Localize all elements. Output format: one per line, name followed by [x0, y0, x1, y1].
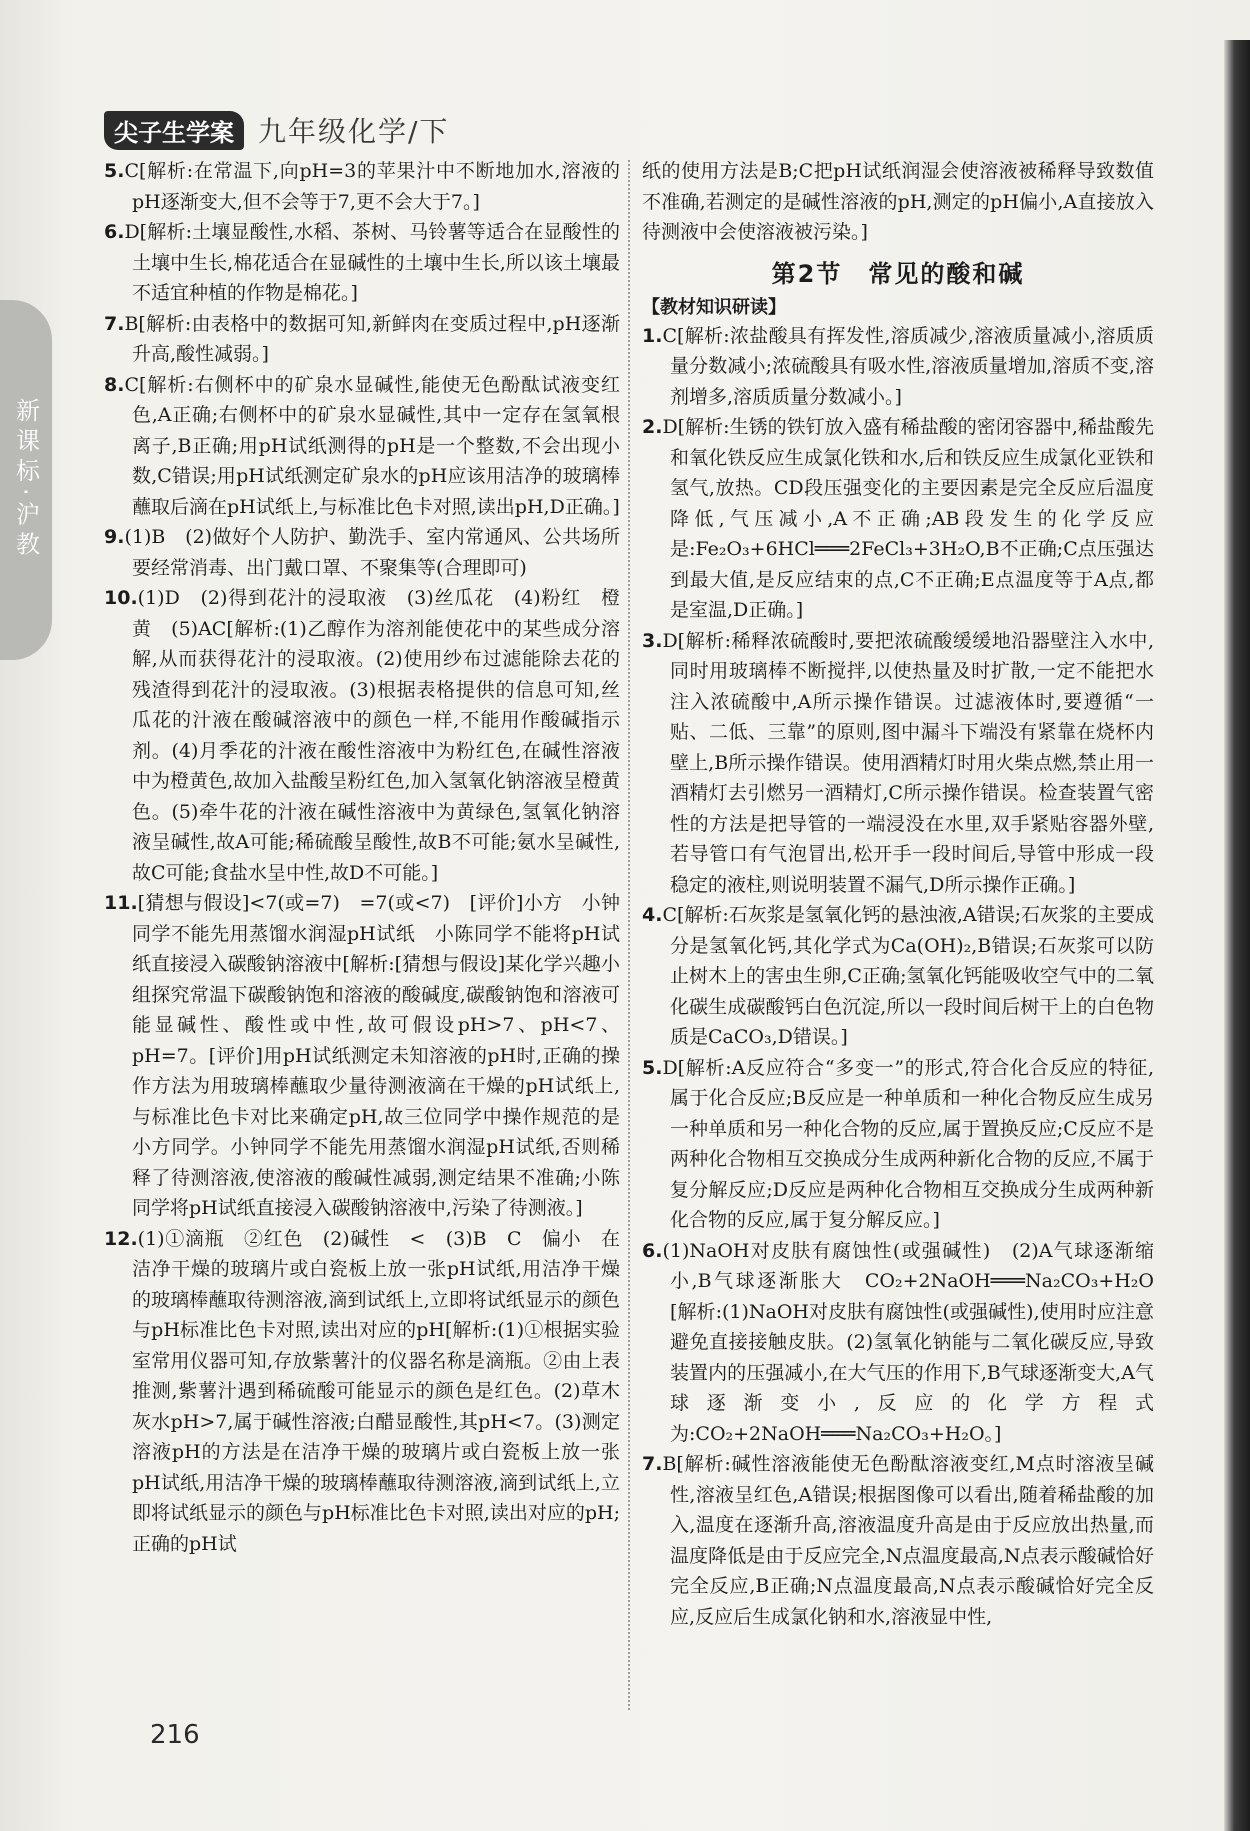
book-subject: 九年级化学/下 [258, 115, 450, 148]
answer-item: 4.C[解析:石灰浆是氢氧化钙的悬浊液,A错误;石灰浆的主要成分是氢氧化钙,其化学式为Ca(OH)₂,B错误;石灰浆可以防止树木上的害虫生卵,C正确;氢氧化钙能吸收空气中的二氧化碳生成碳酸钙白色沉淀,所以一段时间后树干上的白色物质是CaCO₃,D错误。] [642, 904, 1154, 1048]
continued-text: 纸的使用方法是B;C把pH试纸润湿会使溶液被稀释导致数值不准确,若测定的是碱性溶液的pH,测定的pH偏小,A直接放入待测液中会使溶液被污染。] [642, 160, 1154, 243]
answer-item: 5.D[解析:A反应符合“多变一”的形式,符合化合反应的特征,属于化合反应;B反应是一种单质和一种化合物反应生成另一种单质和另一种化合物的反应,属于置换反应;C反应不是两种化合物相互交换成分生成两种新化合物的反应,不属于复分解反应;D反应是两种化合物相互交换成分生成两种新化合物的反应,属于复分解反应。] [642, 1056, 1154, 1231]
answer-item: 12.(1)①滴瓶 ②红色 (2)碱性 < (3)B C 偏小 在洁净干燥的玻璃片或白瓷板上放一张pH试纸,用洁净干燥的玻璃棒蘸取待测溶液,滴到试纸上,立即将试纸显示的颜色与pH标准比色卡对照,读出对应的pH[解析:(1)①根据实验室常用仪器可知,存放紫薯汁的仪器名称是滴瓶。②由上表推测,紫薯汁遇到稀硫酸可能显示的颜色是红色。(2)草木灰水pH>7,属于碱性溶液;白醋显酸性,其pH<7。(3)测定溶液pH的方法是在洁净干燥的玻璃片或白瓷板上放一张pH试纸,用洁净干燥的玻璃棒蘸取待测溶液,滴到试纸上,立即将试纸显示的颜色与pH标准比色卡对照,读出对应的pH;正确的pH试 [104, 1227, 620, 1555]
section-subhead: 【教材知识研读】 [642, 296, 786, 318]
side-tab-label: 新课标·沪教 [11, 398, 40, 562]
answer-item: 2.D[解析:生锈的铁钉放入盛有稀盐酸的密闭容器中,稀盐酸先和氧化铁反应生成氯化铁和水,后和铁反应生成氯化亚铁和氢气,放热。CD段压强变化的主要因素是完全反应后温度降低,气压减小,A不正确;AB段发生的化学反应是:Fe₂O₃+6HCl═══2FeCl₃+3H₂O,B不正确;C点压强达到最大值,是反应结束的点,C不正确;E点温度等于A点,都是室温,D正确。] [642, 416, 1154, 621]
column-divider [628, 160, 630, 1710]
brand-logo: 尖子生学案 [104, 111, 244, 150]
answer-item: 6.D[解析:土壤显酸性,水稻、茶树、马铃薯等适合在显酸性的土壤中生长,棉花适合在显碱性的土壤中生长,所以该土壤最不适宜种植的作物是棉花。] [104, 221, 620, 304]
side-tab [0, 300, 52, 660]
book-spine-edge [1224, 40, 1250, 1831]
answer-item: 7.B[解析:碱性溶液能使无色酚酞溶液变红,M点时溶液呈碱性,溶液呈红色,A错误;根据图像可以看出,随着稀盐酸的加入,温度在逐渐升高,溶液温度升高是由于反应放出热量,而温度降低是由于反应完全,N点温度最高,N点表示酸碱恰好完全反应,B正确;N点温度最高,N点表示酸碱恰好完全反应,反应后生成氯化钠和水,溶液显中性, [642, 1453, 1154, 1628]
left-column [104, 156, 620, 1559]
page-header [104, 112, 449, 148]
answer-item: 8.C[解析:右侧杯中的矿泉水显碱性,能使无色酚酞试液变红色,A正确;右侧杯中的矿泉水显碱性,其中一定存在氢氧根离子,B正确;用pH试纸测得的pH是一个整数,不会出现小数,C错误;用pH试纸测定矿泉水的pH应该用洁净的玻璃棒蘸取后滴在pH试纸上,与标准比色卡对照,读出pH,D正确。] [104, 373, 620, 518]
answer-item: 11.[猜想与假设]<7(或=7) =7(或<7) [评价]小方 小钟同学不能先用蒸馏水润湿pH试纸 小陈同学不能将pH试纸直接浸入碳酸钠溶液中[解析:[猜想与假设]某化学兴趣小组探究常温下碳酸钠饱和溶液的酸碱度,碳酸钠饱和溶液可能显碱性、酸性或中性,故可假设pH>7、pH<7、pH=7。[评价]用pH试纸测定未知溶液的pH时,正确的操作方法为用玻璃棒蘸取少量待测液滴在干燥的pH试纸上,与标准比色卡对比来确定pH,故三位同学中操作规范的是小方同学。小钟同学不能先用蒸馏水润湿pH试纸,否则稀释了待测溶液,使溶液的酸碱性减弱,测定结果不准确;小陈同学将pH试纸直接浸入碳酸钠溶液中,污染了待测液。] [104, 892, 620, 1219]
answer-item: 9.(1)B (2)做好个人防护、勤洗手、室内常通风、公共场所要经常消毒、出门戴口罩、不聚集等(合理即可) [104, 526, 620, 579]
answer-item: 5.C[解析:在常温下,向pH=3的苹果汁中不断地加水,溶液的pH逐渐变大,但不会等于7,更不会大于7。] [104, 160, 620, 213]
answer-item: 7.B[解析:由表格中的数据可知,新鲜肉在变质过程中,pH逐渐升高,酸性减弱。] [104, 312, 620, 365]
answer-item: 6.(1)NaOH对皮肤有腐蚀性(或强碱性) (2)A气球逐渐缩小,B气球逐渐胀大 CO₂+2NaOH═══Na₂CO₃+H₂O [解析:(1)NaOH对皮肤有腐蚀性(或强碱性),使用时应注意避免直接接触皮肤。(2)氢氧化钠能与二氧化碳反应,导致装置内的压强减小,在大气压的作用下,B气球逐渐变大,A气球逐渐变小,反应的化学方程式为:CO₂+2NaOH═══Na₂CO₃+H₂O。] [642, 1239, 1174, 1445]
section-title: 第2节 常见的酸和碱 [771, 259, 1025, 288]
page-number: 216 [150, 1720, 200, 1750]
answer-item: 1.C[解析:浓盐酸具有挥发性,溶质减少,溶液质量减小,溶质质量分数减小;浓硫酸具有吸水性,溶液质量增加,溶质不变,溶剂增多,溶质质量分数减小。] [642, 324, 1154, 408]
answer-item: 3.D[解析:稀释浓硫酸时,要把浓硫酸缓缓地沿器壁注入水中,同时用玻璃棒不断搅拌,以使热量及时扩散,一定不能把水注入浓硫酸中,A所示操作错误。过滤液体时,要遵循“一贴、二低、三靠”的原则,图中漏斗下端没有紧靠在烧杯内壁上,B所示操作错误。使用酒精灯时用火柴点燃,禁止用一酒精灯去引燃另一酒精灯,C所示操作错误。检查装置气密性的方法是把导管的一端浸没在水里,双手紧贴容器外壁,若导管口有气泡冒出,松开手一段时间后,导管中形成一段稳定的液柱,则说明装置不漏气,D所示操作正确。] [642, 629, 1154, 896]
right-column [642, 156, 1174, 1632]
answer-item: 10.(1)D (2)得到花汁的浸取液 (3)丝瓜花 (4)粉红 橙黄 (5)AC[解析:(1)乙醇作为溶剂能使花中的某些成分溶解,从而获得花汁的浸取液。(2)使用纱布过滤能除去花的残渣得到花汁的浸取液。(3)根据表格提供的信息可知,丝瓜花的汁液在酸碱溶液中的颜色一样,不能用作酸碱指示剂。(4)月季花的汁液在酸性溶液中为粉红色,在碱性溶液中为橙黄色,故加入盐酸呈粉红色,加入氢氧化钠溶液呈橙黄色。(5)牵牛花的汁液在碱性溶液中为黄绿色,氢氧化钠溶液呈碱性,故A可能;稀硫酸呈酸性,故B不可能;氨水呈碱性,故C可能;食盐水呈中性,故D不可能。] [104, 587, 620, 884]
